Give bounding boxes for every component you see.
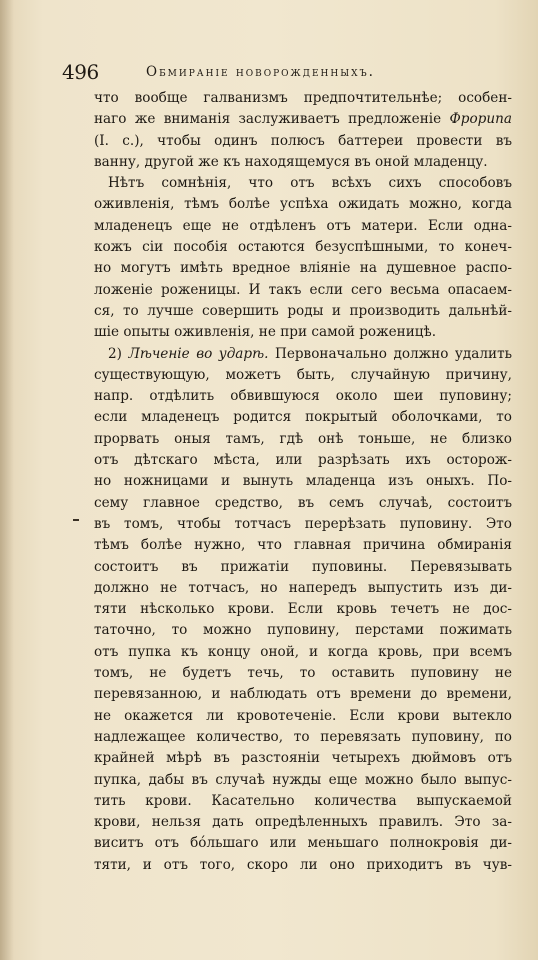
text-line xyxy=(94,258,512,279)
text-segment: пупка, дабы въ случаѣ нужды еще можно было выпус- xyxy=(94,771,512,788)
text-segment: Нѣтъ сомнѣнiя, что отъ всѣхъ сихъ способовъ xyxy=(108,175,512,192)
text-segment: тить крови. Касательно количества выпускаемой xyxy=(94,792,512,809)
italic-text: Лѣченiе во ударѣ. xyxy=(128,345,269,362)
text-line xyxy=(94,109,512,130)
text-line xyxy=(94,748,512,769)
text-segment: въ томъ, чтобы тотчасъ перерѣзать пуповину. Это xyxy=(94,515,512,532)
text-line xyxy=(94,493,512,514)
margin-mark xyxy=(73,519,79,521)
text-segment: напр. отдѣлить обвившуюся около шеи пуповину; xyxy=(94,388,512,405)
text-segment: ложенiе роженицы. И такъ если сего весьма опасаем- xyxy=(94,281,512,298)
text-line xyxy=(94,407,512,428)
text-line xyxy=(94,599,512,620)
text-segment: младенецъ еще не отдѣленъ отъ матери. Если одна- xyxy=(94,217,512,234)
text-line xyxy=(94,386,512,407)
text-line xyxy=(94,727,512,748)
text-segment: что вообще галванизмъ предпочтительнѣе; особен- xyxy=(94,90,512,106)
text-line xyxy=(94,152,512,173)
text-line xyxy=(94,663,512,684)
text-line xyxy=(94,131,512,152)
text-line xyxy=(94,770,512,791)
text-segment: должно не тотчасъ, но напередъ выпустить изъ ди- xyxy=(94,579,512,596)
text-segment: наго же вниманiя заслуживаетъ предложенiе xyxy=(94,111,450,128)
text-segment: тѣмъ болѣе нужно, что главная причина обмиранiя xyxy=(94,537,512,554)
text-segment: кожъ сiи пособiя остаются безуспѣшными, то конеч- xyxy=(94,239,512,256)
text-line xyxy=(94,514,512,535)
text-line xyxy=(94,450,512,471)
text-segment: существующую, можетъ быть, случайную причину, xyxy=(94,366,512,383)
text-line xyxy=(94,301,512,322)
text-segment: тяти, и отъ того, скоро ли оно приходитъ въ чув- xyxy=(94,856,512,873)
text-line xyxy=(94,578,512,599)
text-line xyxy=(94,642,512,663)
text-segment: шiе опыты оживленiя, не при самой роженицѣ. xyxy=(94,324,437,341)
text-segment: оживленiя, тѣмъ болѣе успѣха ожидать можно, когда xyxy=(94,196,512,213)
text-segment: но ножницами и вынуть младенца изъ оныхъ. По- xyxy=(94,473,512,490)
text-line xyxy=(94,684,512,705)
text-line xyxy=(94,557,512,578)
page-number: 496 xyxy=(62,60,99,84)
page-header xyxy=(62,58,522,88)
text-line xyxy=(94,194,512,215)
binding-shadow xyxy=(0,0,14,960)
text-segment: крайней мѣрѣ въ разстоянiи четырехъ дюймовъ отъ xyxy=(94,750,512,767)
text-segment: не окажется ли кровотеченiе. Если крови вытекло xyxy=(94,707,512,724)
text-segment: надлежащее количество, то перевязать пуповину, по xyxy=(94,728,512,745)
text-line xyxy=(94,280,512,301)
text-segment: Первоначально должно удалить xyxy=(268,345,512,362)
text-line xyxy=(94,344,512,365)
text-line xyxy=(94,855,512,876)
text-line xyxy=(94,833,512,854)
text-line xyxy=(94,88,512,109)
text-segment: ся, то лучше совершить роды и производить дальнѣй- xyxy=(94,302,512,319)
text-line xyxy=(94,237,512,258)
running-head: Обмиранiе новорожденныхъ. xyxy=(146,64,375,80)
body-text xyxy=(94,88,512,876)
text-line xyxy=(94,620,512,641)
text-line xyxy=(94,791,512,812)
text-segment: отъ дѣтскаго мѣста, или разрѣзать ихъ осторож- xyxy=(94,452,512,469)
text-segment: (I. c.), чтобы одинъ полюсъ баттереи провести въ xyxy=(94,132,512,149)
text-segment: отъ пупка къ концу оной, и когда кровь, при всемъ xyxy=(94,643,512,660)
text-segment: 2) xyxy=(108,345,129,362)
text-line xyxy=(94,812,512,833)
text-line xyxy=(94,216,512,237)
text-line xyxy=(94,429,512,450)
text-line xyxy=(94,706,512,727)
text-segment: крови, нельзя дать опредѣленныхъ правилъ. Это за- xyxy=(94,814,512,831)
text-segment: томъ, не будетъ течь, то оставить пуповину не xyxy=(94,665,512,682)
text-line xyxy=(94,471,512,492)
text-segment: виситъ отъ бóльшаго или меньшаго полнокровiя ди- xyxy=(94,835,512,852)
text-line xyxy=(94,322,512,343)
text-segment: таточно, то можно пуповину, перстами пожимать xyxy=(94,622,512,639)
text-line xyxy=(94,535,512,556)
text-line xyxy=(94,365,512,386)
text-segment: ванну, другой же къ находящемуся въ оной младенцу. xyxy=(94,153,488,170)
text-segment: прорвать оныя тамъ, гдѣ онѣ тоньше, не близко xyxy=(94,430,512,447)
text-segment: но могутъ имѣть вредное влiянiе на душевное распо- xyxy=(94,260,512,277)
text-segment: сему главное средство, въ семъ случаѣ, состоитъ xyxy=(94,494,512,511)
text-segment: перевязанною, и наблюдать отъ времени до времени, xyxy=(94,686,512,703)
text-line xyxy=(94,173,512,194)
italic-text: Фрорипа xyxy=(449,111,512,128)
text-segment: тяти нѣсколько крови. Если кровь течетъ не дос- xyxy=(94,601,512,618)
text-segment: состоитъ въ прижатiи пуповины. Перевязывать xyxy=(94,558,512,575)
text-segment: если младенецъ родится покрытый оболочками, то xyxy=(94,409,512,426)
